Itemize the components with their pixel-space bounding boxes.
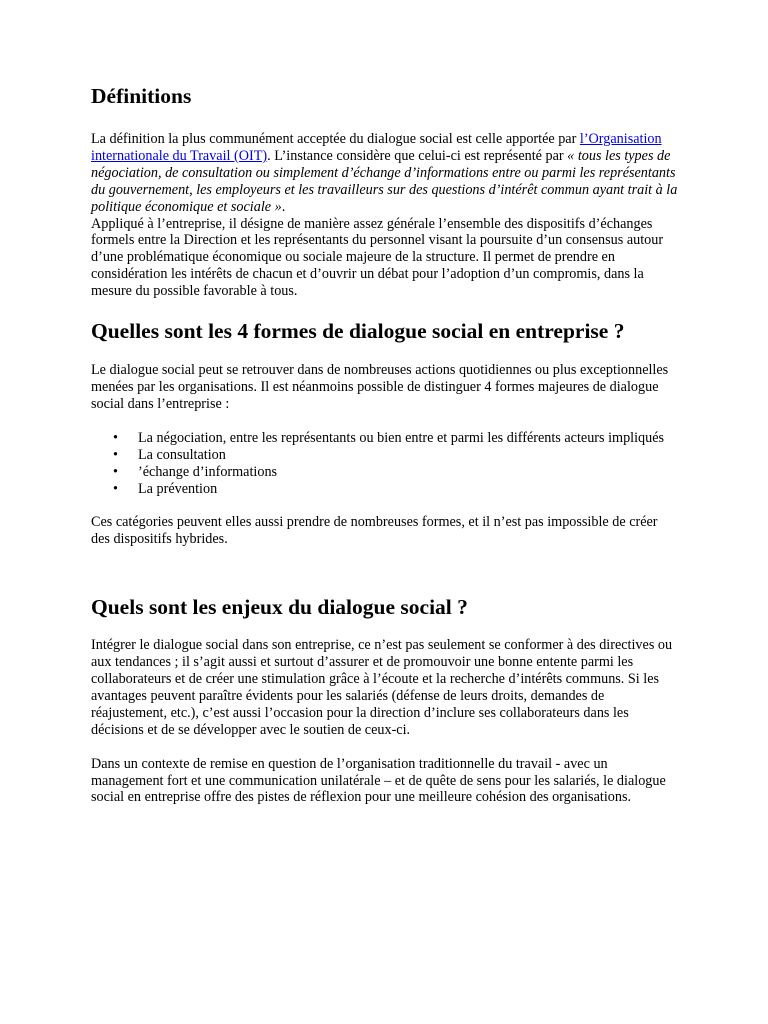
- list-item-text: ’échange d’informations: [138, 463, 278, 480]
- heading-stakes: Quels sont les enjeux du dialogue social ?: [91, 595, 468, 620]
- definitions-intro-text: La définition la plus communément acceptée du dialogue social est celle apportée par: [91, 131, 580, 147]
- definitions-paragraph-1: [91, 131, 679, 216]
- definitions-paragraph-2: Appliqué à l’entreprise, il désigne de manière assez générale l’ensemble des dispositifs d’échanges formels entre la Direction et les représentants du personnel visant la poursuite d’un consensus autour d’une problématique économique ou sociale majeure de la structure. Il permet de prendre en considération les intérêts de chacun et d’ouvrir un débat pour l’adoption d’un compromis, dans la mesure du possible favorable à tous.: [91, 215, 664, 300]
- list-item: [91, 447, 679, 464]
- forms-outro: Ces catégories peuvent elles aussi prendre de nombreuses formes, et il n’est pas impossible de créer des dispositifs hybrides.: [91, 514, 658, 548]
- list-item: [91, 481, 679, 498]
- stakes-paragraph-2: Dans un contexte de remise en question de l’organisation traditionnelle du travail - avec un management fort et une communication unilatérale – et de quête de sens pour les salariés, le dialogue social en entreprise offre des pistes de réflexion pour une meilleure cohésion des organisations.: [91, 755, 666, 806]
- oit-link[interactable]: l’Organisation internationale du Travail (OIT): [91, 131, 662, 164]
- bullet-icon: •: [113, 480, 118, 497]
- definitions-after-link-text: . L’instance considère que celui-ci est représenté par: [267, 147, 568, 164]
- list-item-text: La consultation: [138, 446, 226, 463]
- list-item-text: La négociation, entre les représentants ou bien entre et parmi les différents acteurs impliqués: [138, 429, 665, 446]
- forms-intro: Le dialogue social peut se retrouver dans de nombreuses actions quotidiennes ou plus exceptionnelles menées par les organisations. Il est néanmoins possible de distinguer 4 formes majeures de dialogue social dans l’entreprise :: [91, 362, 669, 412]
- list-item: [91, 430, 679, 447]
- stakes-paragraph-1: Intégrer le dialogue social dans son entreprise, ce n’est pas seulement se conformer à des directives ou aux tendances ; il s’agit aussi et surtout d’assurer et de promouvoir une bonne entente parmi les collaborateurs et de créer une stimulation grâce à l’écoute et la recherche d’intérêts communs. Si les avantages peuvent paraître évidents pour les salariés (défense de leurs droits, demandes de réajustement, etc.), c’est aussi l’occasion pour la direction d’inclure ses collaborateurs dans les décisions et de se développer avec le soutien de ceux-ci.: [91, 637, 673, 738]
- bullet-icon: •: [113, 429, 118, 446]
- bullet-icon: •: [113, 463, 118, 480]
- heading-forms: Quelles sont les 4 formes de dialogue social en entreprise ?: [91, 319, 625, 344]
- forms-list: [91, 430, 679, 498]
- list-item: [91, 464, 679, 481]
- definitions-end-text: .: [281, 198, 286, 215]
- definitions-quote: « tous les types de négociation, de consultation ou simplement d’échange d’informations entre ou parmi les représentants du gouvernement, les employeurs et les travailleurs sur des questions d’intérêt commun ayant trait à la politique économique et sociale »: [91, 147, 678, 215]
- heading-definitions: Définitions: [91, 84, 192, 108]
- bullet-icon: •: [113, 446, 118, 463]
- document-page: [91, 82, 679, 806]
- list-item-text: La prévention: [138, 480, 218, 497]
